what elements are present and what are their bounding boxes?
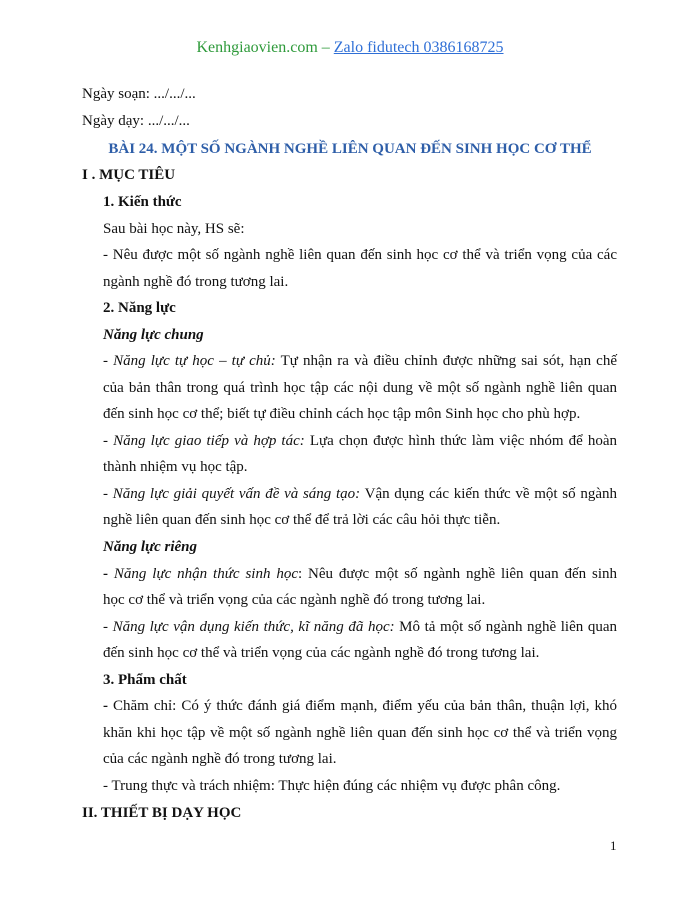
bio-cognition-dash: - (103, 566, 114, 582)
diligence-line: của các ngành nghề đó trong tương lai. (103, 751, 337, 767)
page-header (0, 38, 700, 58)
diligence-line: khăn khi học tập về một số ngành nghề liên quan đến sinh học cơ thể và triển vọng (103, 725, 617, 741)
diligence-line (103, 696, 617, 716)
knowledge-heading: 1. Kiến thức (103, 194, 182, 210)
qualities-heading: 3. Phẩm chất (103, 672, 187, 688)
bio-cognition-label: Năng lực nhận thức sinh học (113, 566, 298, 582)
self-study-label: - Năng lực tự học – tự chủ: (103, 353, 276, 369)
communication-text: Lựa chọn được hình thức làm việc nhóm để hoàn (304, 433, 617, 449)
general-competency-heading: Năng lực chung (103, 327, 204, 343)
page-number: 1 (610, 838, 617, 853)
problem-solving-line (103, 484, 617, 504)
problem-solving-text: Vận dụng các kiến thức về một số ngành (360, 486, 617, 502)
section-2-heading: II. THIẾT BỊ DẠY HỌC (82, 805, 242, 821)
communication-line: thành nhiệm vụ học tập. (103, 459, 248, 475)
knowledge-application-label: - Năng lực vận dụng kiến thức, kĩ năng đã học: (103, 619, 395, 635)
lesson-title: BÀI 24. MỘT SỐ NGÀNH NGHỀ LIÊN QUAN ĐẾN SINH HỌC CƠ THỂ (108, 141, 592, 157)
communication-line (103, 431, 617, 451)
knowledge-intro: Sau bài học này, HS sẽ: (103, 221, 245, 237)
diligence-dash: - (103, 698, 114, 714)
diligence-text: Chăm chỉ: Có ý thức đánh giá điểm mạnh, điểm yếu của bản thân, thuận lợi, khó (113, 698, 618, 714)
honesty-line: - Trung thực và trách nhiệm: Thực hiện đúng các nhiệm vụ được phân công. (103, 778, 561, 794)
knowledge-application-line (103, 617, 617, 637)
teach-date: Ngày dạy: .../.../... (82, 113, 190, 129)
bio-cognition-text: : Nêu được một số ngành nghề liên quan đến sinh (298, 566, 618, 582)
problem-solving-line: nghề liên quan đến sinh học cơ thể để trả lời các câu hỏi thực tiễn. (103, 512, 501, 528)
knowledge-application-line: đến sinh học cơ thể và triển vọng của các ngành nghề đó trong tương lai. (103, 645, 540, 661)
header-site-link[interactable]: Kenhgiaovien.com (196, 39, 318, 56)
self-study-text: Tự nhận ra và điều chỉnh được những sai sót, hạn chế (275, 353, 617, 369)
specific-competency-heading: Năng lực riêng (103, 539, 197, 555)
knowledge-application-text: Mô tả một số ngành nghề liên quan (394, 619, 617, 635)
self-study-line: đến sinh học cơ thể; biết tự điều chỉnh cách học tập môn Sinh học cho phù hợp. (103, 406, 581, 422)
competency-heading: 2. Năng lực (103, 300, 176, 316)
header-separator: – (317, 39, 334, 56)
bio-cognition-line (103, 564, 617, 584)
communication-label: - Năng lực giao tiếp và hợp tác: (103, 433, 305, 449)
knowledge-item-line: ngành nghề đó trong tương lai. (103, 274, 289, 290)
section-1-heading: I . MỤC TIÊU (82, 167, 176, 183)
self-study-line (103, 351, 617, 371)
problem-solving-label: - Năng lực giải quyết vấn đề và sáng tạo: (103, 486, 361, 502)
header-contact-link[interactable]: Zalo fidutech 0386168725 (333, 39, 504, 56)
knowledge-item-line: - Nêu được một số ngành nghề liên quan đến sinh học cơ thể và triển vọng của các (103, 247, 617, 263)
self-study-line: của bản thân trong quá trình học tập các nội dung về một số ngành nghề liên quan (103, 380, 617, 396)
prep-date: Ngày soạn: .../.../... (82, 86, 196, 102)
bio-cognition-line: học cơ thể và triển vọng của các ngành nghề đó trong tương lai. (103, 592, 486, 608)
